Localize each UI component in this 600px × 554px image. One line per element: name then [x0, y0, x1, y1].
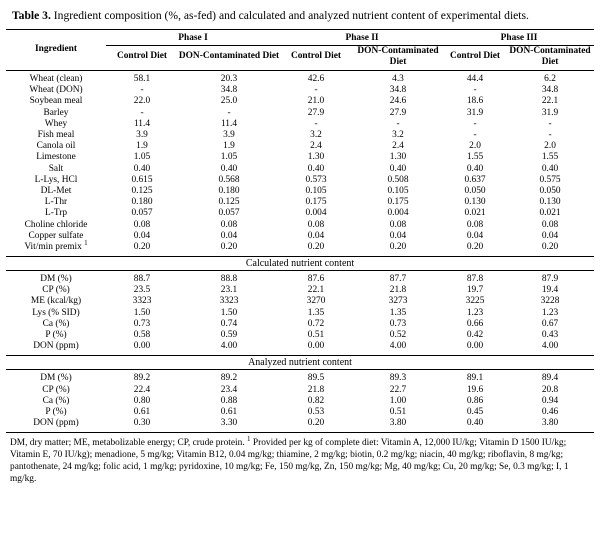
table-cell: 0.508 [387, 174, 409, 185]
table-cell: 0.40 [541, 163, 559, 174]
table-cell: 0.20 [466, 241, 484, 252]
table-cell: 0.04 [389, 230, 407, 241]
table-cell: 23.1 [220, 285, 238, 296]
row-label [6, 71, 106, 86]
table-cell: 1.00 [389, 395, 407, 406]
table-cell: 20.8 [541, 384, 559, 395]
footnote-premix: Provided per kg of complete diet: Vitamin A, 12,000 IU/kg; Vitamin D 1500 IU/kg; Vitamin E, 70 IU/kg); menadione, 5 mg/kg; Vitamin B12, 0.04 mg/kg; thiamine, 2 mg/kg; biotin, 0.2 mg/kg; niacin, 40 mg/kg; riboflavin, 8 mg/kg; pantothenate, 24 mg/kg; folic acid, 1 mg/kg; pyridoxine, 10 mg/kg; Fe, 150 mg/kg, Zn, 150 mg/kg; Mg, 40 mg/kg; Cu, 20 mg/kg; Se, 0.3 mg/kg; I, 1 mg/kg. [10, 438, 569, 485]
table-cell: 27.9 [307, 107, 325, 118]
row-label-text: Fish meal [37, 130, 75, 141]
row-label [6, 231, 106, 242]
table-cell: 0.08 [307, 219, 325, 230]
table-cell: 0.61 [133, 406, 151, 417]
table-cell: 6.2 [544, 74, 556, 85]
table-row [6, 152, 594, 163]
row-label [6, 96, 106, 107]
table-cell: 0.615 [131, 174, 153, 185]
table-cell: 34.8 [220, 85, 238, 96]
table-cell: 0.72 [307, 318, 325, 329]
table-cell: 89.5 [307, 373, 325, 384]
table-cell: - [140, 85, 144, 96]
table-cell: 0.20 [541, 241, 559, 252]
row-label [6, 175, 106, 186]
table-cell: 1.50 [220, 307, 238, 318]
row-label-text: Barley [43, 107, 69, 118]
table-cell: 2.0 [469, 141, 481, 152]
table-cell: 0.180 [131, 197, 153, 208]
table-cell: 31.9 [466, 107, 484, 118]
table-cell: 22.1 [307, 285, 325, 296]
table-row [6, 141, 594, 152]
table-cell: 1.23 [466, 307, 484, 318]
row-label-text: Whey [44, 118, 68, 129]
table-row [6, 418, 594, 433]
row-label-text: L-Lys, HCl [34, 174, 78, 185]
table-cell: 2.4 [310, 141, 322, 152]
table-cell: - [227, 107, 231, 118]
table-cell: 21.8 [389, 285, 407, 296]
table-cell: 0.057 [131, 208, 153, 219]
don-diet-header: DON-Contaminated Diet [357, 46, 439, 67]
table-cell: 23.5 [133, 285, 151, 296]
table-cell: 3.9 [223, 130, 235, 141]
table-cell: 0.125 [131, 185, 153, 196]
table-cell: 0.40 [389, 163, 407, 174]
table-cell: - [548, 130, 552, 141]
analyzed-section-header-title: Analyzed nutrient content [6, 356, 594, 370]
table-row [6, 296, 594, 307]
row-label [6, 197, 106, 208]
table-cell: 0.125 [218, 197, 240, 208]
table-cell: 3323 [219, 296, 239, 307]
table-cell: 0.80 [133, 395, 151, 406]
table-cell: 0.175 [305, 197, 327, 208]
table-cell: 0.20 [307, 241, 325, 252]
table-cell: 0.637 [464, 174, 486, 185]
table-cell: 0.51 [307, 330, 325, 341]
table-cell: 0.40 [133, 163, 151, 174]
row-label-text: DON (ppm) [33, 418, 79, 429]
row-label [6, 330, 106, 341]
analyzed-section-header [6, 356, 594, 370]
row-label [6, 164, 106, 175]
table-cell: 0.021 [464, 208, 486, 219]
table-row [6, 242, 594, 257]
table-row [6, 130, 594, 141]
row-label-text: Soybean meal [29, 96, 83, 107]
table-cell: 20.3 [220, 74, 238, 85]
table-row [6, 96, 594, 107]
table-cell: 0.08 [466, 219, 484, 230]
table-cell: 4.3 [392, 74, 404, 85]
table-cell: 0.057 [218, 208, 240, 219]
table-cell: 0.52 [389, 330, 407, 341]
table-cell: 34.8 [389, 85, 407, 96]
table-cell: 18.6 [466, 96, 484, 107]
table-row [6, 164, 594, 175]
row-label [6, 319, 106, 330]
table-cell: 22.1 [541, 96, 559, 107]
table-cell: 3.9 [136, 130, 148, 141]
table-caption [6, 8, 594, 23]
table-cell: 0.82 [307, 395, 325, 406]
table-cell: 0.00 [133, 341, 151, 352]
table-cell: - [473, 118, 477, 129]
table-row [6, 385, 594, 396]
table-cell: 0.73 [389, 318, 407, 329]
table-cell: 0.20 [133, 241, 151, 252]
row-label [6, 271, 106, 286]
table-cell: 0.130 [539, 197, 561, 208]
table-cell: - [473, 85, 477, 96]
table-cell: 0.568 [218, 174, 240, 185]
row-label-text: Lys (% SID) [32, 307, 80, 318]
table-cell: 1.05 [220, 152, 238, 163]
row-label-text: DM (%) [40, 274, 72, 285]
row-label [6, 186, 106, 197]
row-label [6, 296, 106, 307]
row-label [6, 418, 106, 433]
table-cell: 0.08 [133, 219, 151, 230]
table-cell: 0.45 [466, 406, 484, 417]
table-row [6, 396, 594, 407]
table-cell: 0.021 [539, 208, 561, 219]
table-body [6, 71, 594, 433]
row-label-text: Ca (%) [42, 318, 70, 329]
table-cell: 42.6 [307, 74, 325, 85]
table-cell: 0.050 [539, 185, 561, 196]
table-cell: 0.61 [220, 406, 238, 417]
row-label [6, 407, 106, 418]
table-cell: 22.7 [389, 384, 407, 395]
table-cell: - [314, 118, 318, 129]
table-cell: 0.20 [220, 241, 238, 252]
calculated-section-header [6, 257, 594, 271]
row-label [6, 108, 106, 119]
row-label-text: P (%) [45, 406, 67, 417]
table-row [6, 330, 594, 341]
table-cell: 3270 [306, 296, 326, 307]
table-cell: 1.9 [136, 141, 148, 152]
table-row [6, 85, 594, 96]
table-cell: 58.1 [133, 74, 151, 85]
table-cell: 3228 [540, 296, 560, 307]
table-row [6, 108, 594, 119]
table-cell: 25.0 [220, 96, 238, 107]
table-row [6, 285, 594, 296]
table-cell: 0.20 [280, 418, 352, 433]
table-cell: 0.59 [220, 330, 238, 341]
table-cell: 0.130 [464, 197, 486, 208]
row-label-text: DM (%) [40, 373, 72, 384]
table-label: Table 3. [12, 9, 51, 22]
table-row [6, 208, 594, 219]
table-row [6, 219, 594, 230]
footnote-marker: 1 [84, 238, 88, 247]
table-cell: 0.51 [389, 406, 407, 417]
table-cell: 0.575 [539, 174, 561, 185]
row-label-text: L-Trp [44, 208, 68, 219]
table-cell: 3.30 [178, 418, 280, 433]
table-cell: - [473, 130, 477, 141]
row-label [6, 341, 106, 356]
table-cell: 4.00 [541, 341, 559, 352]
table-cell: 88.7 [133, 274, 151, 285]
table-cell: 0.08 [541, 219, 559, 230]
table-cell: 1.35 [307, 307, 325, 318]
table-row [6, 319, 594, 330]
table-cell: 0.66 [466, 318, 484, 329]
row-label-text: Salt [48, 163, 64, 174]
phase-header-row [6, 30, 594, 46]
row-label-text: L-Thr [44, 197, 68, 208]
footnote-marker: 1 [247, 435, 251, 444]
table-cell: 3323 [132, 296, 152, 307]
row-label [6, 385, 106, 396]
row-label-text: DON (ppm) [33, 341, 79, 352]
table-cell: 21.8 [307, 384, 325, 395]
row-label [6, 370, 106, 385]
phase-1-header: Phase I [106, 30, 280, 46]
table-cell: 21.0 [307, 96, 325, 107]
table-cell: 1.23 [541, 307, 559, 318]
table-cell: 22.0 [133, 96, 151, 107]
row-label [6, 152, 106, 163]
phase-3-header: Phase III [444, 30, 594, 46]
table-cell: 4.00 [220, 341, 238, 352]
table-caption-text: Ingredient composition (%, as-fed) and calculated and analyzed nutrient content of experimental diets. [53, 9, 529, 22]
row-label-text: ME (kcal/kg) [30, 296, 82, 307]
table-cell: 0.105 [387, 185, 409, 196]
table-cell: 89.1 [466, 373, 484, 384]
control-diet-header: Control Diet [449, 51, 501, 62]
row-label [6, 238, 106, 257]
table-cell: 3.80 [352, 418, 444, 433]
table-cell: 89.3 [389, 373, 407, 384]
row-label-text: Wheat (clean) [29, 74, 83, 85]
table-footnote [6, 437, 594, 485]
table-cell: 34.8 [541, 85, 559, 96]
table-cell: 0.43 [541, 330, 559, 341]
table-cell: 22.4 [133, 384, 151, 395]
table-cell: 0.53 [307, 406, 325, 417]
table-cell: 0.004 [387, 208, 409, 219]
table-cell: - [396, 118, 400, 129]
row-label-text: Ca (%) [42, 395, 70, 406]
table-cell: 44.4 [466, 74, 484, 85]
table-row [6, 271, 594, 286]
table-cell: 0.40 [220, 163, 238, 174]
table-cell: 0.86 [466, 395, 484, 406]
table-cell: 4.00 [389, 341, 407, 352]
table-cell: - [548, 118, 552, 129]
table-cell: 19.4 [541, 285, 559, 296]
table-cell: 1.05 [133, 152, 151, 163]
table-cell: 87.9 [541, 274, 559, 285]
table-cell: 3225 [465, 296, 485, 307]
row-label [6, 308, 106, 319]
table-cell: 0.08 [389, 219, 407, 230]
table-cell: - [314, 85, 318, 96]
table-cell: 0.46 [541, 406, 559, 417]
table-cell: 0.67 [541, 318, 559, 329]
table-cell: 24.6 [389, 96, 407, 107]
table-row [6, 119, 594, 130]
table-row [6, 370, 594, 385]
ingredient-table [6, 29, 594, 433]
table-cell: 0.20 [389, 241, 407, 252]
table-cell: 87.7 [389, 274, 407, 285]
table-cell: 19.7 [466, 285, 484, 296]
table-cell: 1.55 [466, 152, 484, 163]
row-label [6, 85, 106, 96]
table-cell: 0.573 [305, 174, 327, 185]
calculated-section-header-title: Calculated nutrient content [6, 257, 594, 271]
table-cell: 0.04 [307, 230, 325, 241]
table-row [6, 308, 594, 319]
table-row [6, 175, 594, 186]
table-cell: 2.4 [392, 141, 404, 152]
row-label-text: CP (%) [42, 384, 70, 395]
table-cell: - [140, 107, 144, 118]
table-row [6, 186, 594, 197]
table-cell: 88.8 [220, 274, 238, 285]
table-cell: 11.4 [220, 118, 238, 129]
table-cell: 3.2 [392, 130, 404, 141]
table-cell: 0.00 [307, 341, 325, 352]
table-cell: 0.74 [220, 318, 238, 329]
table-cell: 19.6 [466, 384, 484, 395]
table-cell: 0.175 [387, 197, 409, 208]
table-cell: 11.4 [133, 118, 151, 129]
ingredient-header: Ingredient [6, 30, 106, 71]
control-diet-header: Control Diet [116, 51, 168, 62]
row-label-text: Wheat (DON) [29, 85, 83, 96]
table-cell: 0.73 [133, 318, 151, 329]
table-cell: 1.9 [223, 141, 235, 152]
table-cell: 1.55 [541, 152, 559, 163]
table-cell: 89.2 [133, 373, 151, 384]
table-cell: 27.9 [389, 107, 407, 118]
footnote-abbreviations: DM, dry matter; ME, metabolizable energy; CP, crude protein. [10, 438, 245, 449]
row-label [6, 130, 106, 141]
table-cell: 0.04 [466, 230, 484, 241]
table-cell: 0.94 [541, 395, 559, 406]
table-cell: 23.4 [220, 384, 238, 395]
table-cell: 0.04 [541, 230, 559, 241]
table-cell: 0.40 [466, 163, 484, 174]
table-row [6, 407, 594, 418]
row-label [6, 219, 106, 230]
table-cell: 2.0 [544, 141, 556, 152]
table-cell: 1.35 [389, 307, 407, 318]
table-cell: 0.58 [133, 330, 151, 341]
table-cell: 0.180 [218, 185, 240, 196]
row-label [6, 141, 106, 152]
table-cell: 0.00 [466, 341, 484, 352]
table-cell: 0.30 [106, 418, 178, 433]
table-cell: 0.050 [464, 185, 486, 196]
phase-2-header: Phase II [280, 30, 444, 46]
table-cell: 3.2 [310, 130, 322, 141]
row-label-text: P (%) [45, 330, 67, 341]
table-cell: 1.30 [389, 152, 407, 163]
row-label [6, 396, 106, 407]
table-row [6, 71, 594, 86]
row-label-text: Choline chloride [24, 219, 88, 230]
row-label-text: Vit/min premix [24, 241, 82, 252]
table-cell: 3.80 [506, 418, 594, 433]
row-label-text: Canola oil [36, 141, 76, 152]
table-cell: 87.6 [307, 274, 325, 285]
table-cell: 0.004 [305, 208, 327, 219]
table-cell: 89.4 [541, 373, 559, 384]
row-label [6, 119, 106, 130]
control-diet-header: Control Diet [290, 51, 342, 62]
row-label [6, 208, 106, 219]
table-cell: 31.9 [541, 107, 559, 118]
table-cell: 0.88 [220, 395, 238, 406]
don-diet-header: DON-Contaminated Diet [178, 51, 280, 62]
table-cell: 89.2 [220, 373, 238, 384]
table-cell: 1.30 [307, 152, 325, 163]
table-cell: 3273 [388, 296, 408, 307]
table-cell: 87.8 [466, 274, 484, 285]
table-cell: 0.105 [305, 185, 327, 196]
table-row [6, 231, 594, 242]
table-cell: 0.04 [220, 230, 238, 241]
row-label-text: Limestone [36, 152, 76, 163]
table-cell: 0.40 [307, 163, 325, 174]
row-label-text: Copper sulfate [28, 230, 84, 241]
don-diet-header: DON-Contaminated Diet [509, 46, 591, 67]
row-label-text: CP (%) [42, 285, 70, 296]
table-cell: 0.40 [444, 418, 506, 433]
table-row [6, 341, 594, 356]
table-cell: 0.08 [220, 219, 238, 230]
table-row [6, 197, 594, 208]
row-label [6, 285, 106, 296]
table-cell: 1.50 [133, 307, 151, 318]
table-cell: 0.42 [466, 330, 484, 341]
table-cell: 0.04 [133, 230, 151, 241]
row-label-text: DL-Met [40, 185, 72, 196]
